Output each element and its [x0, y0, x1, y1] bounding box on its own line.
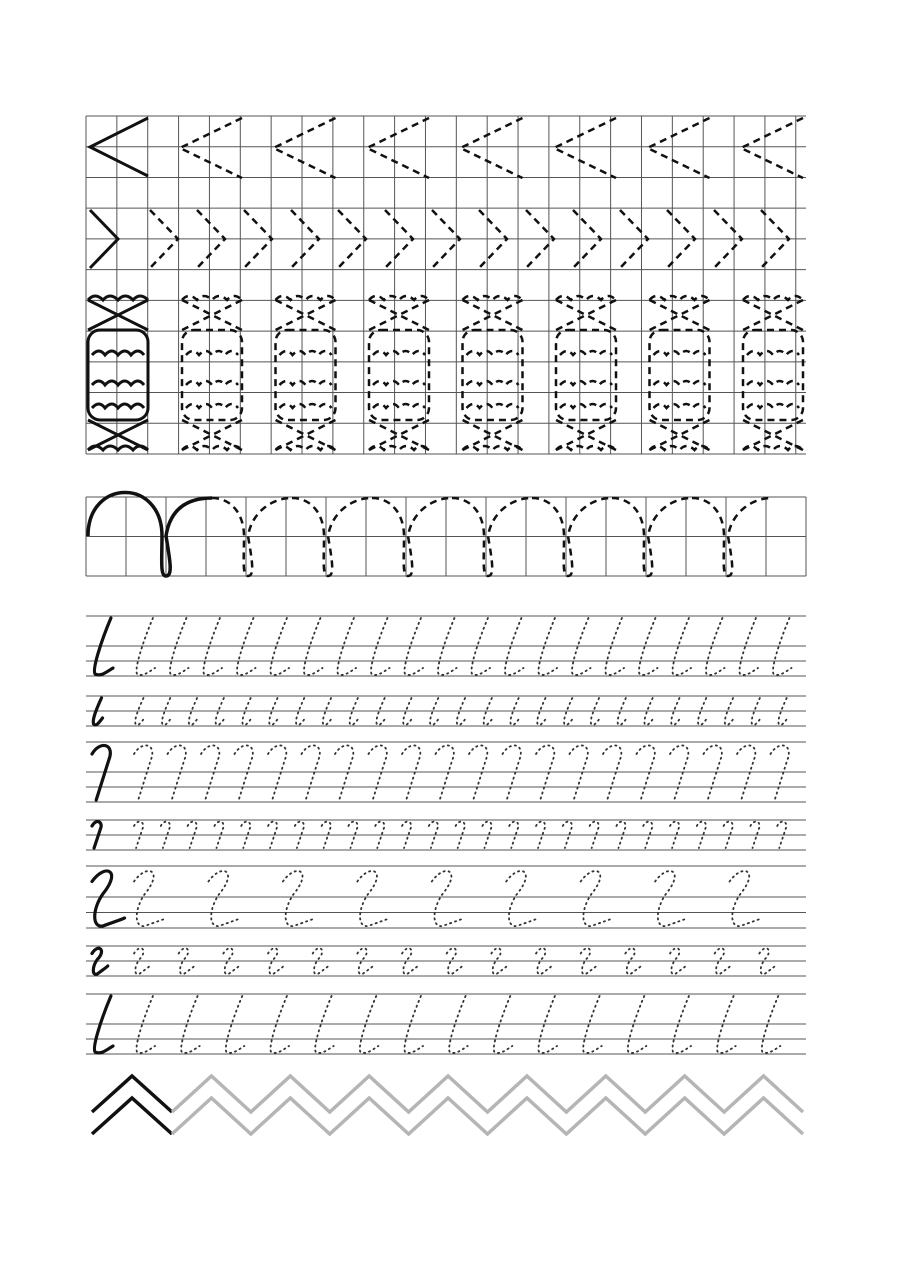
dotted-glyph-trace	[335, 745, 353, 800]
zigzag-model-top	[92, 1076, 172, 1112]
dotted-glyph-trace	[302, 745, 320, 800]
zigzag-trace-bottom	[172, 1098, 803, 1134]
candy-edge-top	[463, 296, 523, 300]
candy-wrapper-bottom	[556, 420, 616, 450]
dotted-glyph-trace	[730, 871, 763, 926]
cursive-row-5	[86, 866, 806, 928]
candy-wave	[280, 404, 332, 408]
candy-edge-bottom	[556, 446, 616, 450]
candy-wave	[92, 404, 144, 408]
candy-wave	[186, 381, 238, 385]
zigzag-section	[92, 1076, 803, 1134]
candy-wave	[560, 404, 612, 408]
candy-edge-top	[88, 296, 148, 300]
candy-wave	[373, 381, 425, 385]
cursive-row-2	[86, 696, 806, 726]
dotted-glyph-trace	[283, 871, 316, 926]
candy-edge-top	[182, 296, 242, 300]
candy-wave	[560, 351, 612, 355]
candy-wave	[280, 381, 332, 385]
candy-edge-top	[743, 296, 803, 300]
candy-wave	[560, 381, 612, 385]
candy-wave	[186, 404, 238, 408]
dotted-glyph-trace	[503, 745, 521, 800]
dotted-glyph-trace	[704, 745, 722, 800]
candy-wave	[747, 381, 799, 385]
left-chevron-row	[90, 118, 803, 178]
dotted-glyph-trace	[369, 745, 387, 800]
dotted-glyph-trace	[637, 745, 655, 800]
candy-row	[88, 296, 803, 450]
dotted-glyph-trace	[235, 745, 253, 800]
candy-wrapper-bottom	[182, 420, 242, 450]
dotted-glyph-trace	[134, 871, 167, 926]
candy-wave	[186, 351, 238, 355]
candy-edge-bottom	[743, 446, 803, 450]
left-chevron-trace	[274, 118, 336, 178]
dotted-glyph-trace	[581, 871, 614, 926]
candy-wave	[467, 381, 519, 385]
candy-wave	[467, 351, 519, 355]
cursive-practice-section	[86, 616, 806, 1054]
left-chevron-traces	[180, 118, 803, 178]
candy-wave	[373, 404, 425, 408]
candy-wave	[467, 404, 519, 408]
zigzag-trace-top	[172, 1076, 803, 1112]
candy-traces	[182, 296, 803, 450]
candy-edge-bottom	[88, 446, 148, 450]
candy-wave	[280, 351, 332, 355]
dotted-glyph-trace	[771, 745, 789, 800]
dotted-glyph-trace	[469, 745, 487, 800]
grid-patterns-section	[86, 116, 806, 454]
dotted-glyph-trace	[134, 745, 152, 800]
candy-wave	[654, 381, 706, 385]
left-chevron-trace	[461, 118, 523, 178]
candy-wave	[747, 404, 799, 408]
arch-model	[88, 493, 212, 577]
candy-edge-top	[369, 296, 429, 300]
candy-wrapper-top	[182, 300, 242, 330]
candy-edge-top	[556, 296, 616, 300]
candy-edge-bottom	[650, 446, 710, 450]
dotted-glyph-trace	[168, 745, 186, 800]
cursive-row-6	[86, 946, 806, 976]
left-chevron-trace	[648, 118, 710, 178]
candy-edge-bottom	[276, 446, 336, 450]
candy-wrapper-bottom	[463, 420, 523, 450]
candy-wrapper-top	[650, 300, 710, 330]
dotted-glyph-trace	[655, 871, 688, 926]
candy-wrapper-bottom	[276, 420, 336, 450]
arch-grid	[86, 497, 806, 576]
candy-wrapper-bottom	[650, 420, 710, 450]
dotted-glyph-trace	[432, 871, 465, 926]
candy-edge-bottom	[182, 446, 242, 450]
candy-wave	[654, 351, 706, 355]
dotted-glyph-trace	[201, 745, 219, 800]
candy-wave	[373, 351, 425, 355]
candy-wrapper-bottom	[743, 420, 803, 450]
left-chevron-trace	[554, 118, 616, 178]
candy-wrapper-top	[556, 300, 616, 330]
model-glyph	[92, 745, 110, 800]
cursive-row-1	[86, 616, 806, 676]
dotted-glyph-trace	[357, 871, 390, 926]
arch-model-curve	[88, 493, 162, 537]
candy-wrapper-top	[369, 300, 429, 330]
candy-wrapper-top	[463, 300, 523, 330]
dotted-glyph-trace	[268, 745, 286, 800]
candy-edge-bottom	[369, 446, 429, 450]
dotted-glyph-trace	[670, 745, 688, 800]
cursive-row-3	[86, 742, 806, 802]
left-chevron-trace	[367, 118, 429, 178]
cursive-row-4	[86, 820, 806, 850]
candy-edge-top	[650, 296, 710, 300]
candy-wrapper-top	[276, 300, 336, 330]
dotted-glyph-trace	[506, 871, 539, 926]
dotted-glyph-trace	[402, 745, 420, 800]
cursive-row-7	[86, 994, 806, 1054]
left-chevron-trace	[741, 118, 803, 178]
loop-arches-section	[86, 493, 806, 577]
dotted-glyph-trace	[436, 745, 454, 800]
candy-wrapper-top	[88, 300, 148, 330]
dotted-glyph-trace	[536, 745, 554, 800]
candy-edge-bottom	[463, 446, 523, 450]
dotted-glyph-trace	[570, 745, 588, 800]
candy-wave	[654, 404, 706, 408]
left-chevron-trace	[180, 118, 242, 178]
model-glyph	[92, 871, 125, 926]
candy-wrapper-top	[743, 300, 803, 330]
candy-wave	[92, 351, 144, 355]
candy-wave	[747, 351, 799, 355]
candy-wrapper-bottom	[369, 420, 429, 450]
candy-edge-top	[276, 296, 336, 300]
candy-model	[88, 296, 148, 450]
dotted-glyph-trace	[737, 745, 755, 800]
dotted-glyph-trace	[208, 871, 241, 926]
dotted-glyph-trace	[603, 745, 621, 800]
candy-wave	[92, 381, 144, 385]
